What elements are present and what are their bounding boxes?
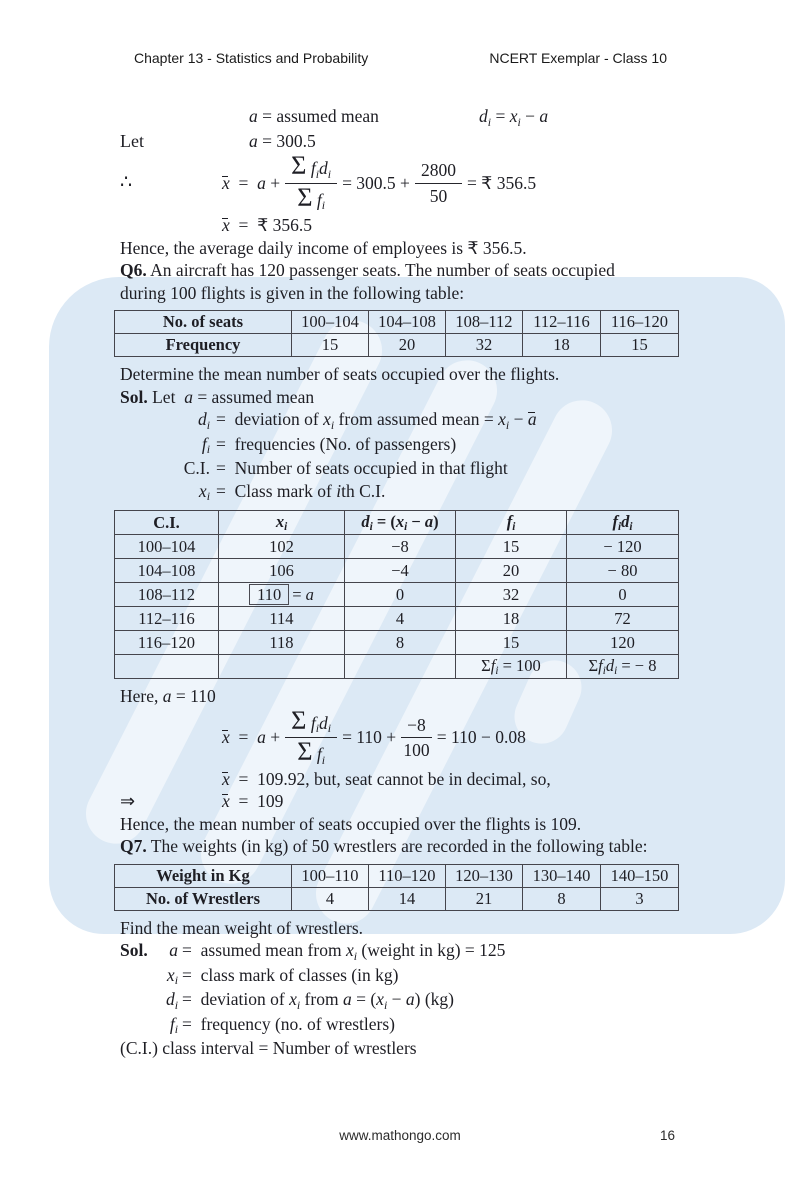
table-cell: $f_i$ xyxy=(456,511,567,535)
q7-question-line: Q7. The weights (in kg) of 50 wrestlers are recorded in the following table: xyxy=(120,836,648,856)
table-cell: 21 xyxy=(446,887,523,910)
q7-weight-table xyxy=(114,864,679,911)
fraction xyxy=(415,159,462,207)
math-text: x = ₹ 356.5 xyxy=(222,215,313,235)
math-var: $d_i$ xyxy=(165,989,178,1012)
math-var: a xyxy=(169,940,178,960)
q6-determine-line: Determine the mean number of seats occupied over the flights. xyxy=(120,364,560,384)
fraction-numerator: −8 xyxy=(401,714,432,739)
table-cell: 104–108 xyxy=(115,559,219,583)
table-cell: 18 xyxy=(456,607,567,631)
table-cell: 110 = a xyxy=(219,583,345,607)
table-cell: 112–116 xyxy=(115,607,219,631)
fraction-denominator: 100 xyxy=(403,740,430,760)
table-cell: 102 xyxy=(219,535,345,559)
definition-text: = frequency (no. of wrestlers) xyxy=(182,1013,395,1034)
implies-symbol: ⇒ xyxy=(120,791,136,811)
table-row xyxy=(115,607,679,631)
table-cell: 104–108 xyxy=(369,311,446,334)
table-cell: 0 xyxy=(567,583,679,607)
table-cell: C.I. xyxy=(115,511,219,535)
table-cell: No. of Wrestlers xyxy=(115,887,292,910)
math-text: x = a + xyxy=(222,727,281,748)
sol-label: Sol. xyxy=(120,940,148,960)
table-cell: No. of seats xyxy=(115,311,292,334)
table-cell: 15 xyxy=(456,631,567,655)
math-var: C.I. xyxy=(183,458,210,478)
table-cell: 110–120 xyxy=(369,864,446,887)
sol-var-column xyxy=(120,939,182,962)
table-cell xyxy=(219,655,345,679)
table-cell: 118 xyxy=(219,631,345,655)
q6-question-line1: Q6. An aircraft has 120 passenger seats. The number of seats occupied xyxy=(120,260,615,280)
math-text: x = a + xyxy=(222,172,281,193)
footer-website: www.mathongo.com xyxy=(339,1128,461,1143)
math-var: $d_i$ xyxy=(197,409,210,432)
q6-here-line: Here, a = 110 xyxy=(120,686,216,706)
table-cell xyxy=(345,655,456,679)
table-cell: −8 xyxy=(345,535,456,559)
q6-question-line2: during 100 flights is given in the following table: xyxy=(120,282,465,303)
table-cell: 120 xyxy=(567,631,679,655)
table-cell: 108–112 xyxy=(115,583,219,607)
definition-row xyxy=(120,408,690,433)
table-cell: Frequency xyxy=(115,334,292,357)
math-text: a = assumed mean xyxy=(249,106,379,126)
table-cell: 130–140 xyxy=(523,864,601,887)
math-var: $f_i$ xyxy=(201,433,210,457)
table-row xyxy=(115,631,679,655)
q7-find-line: Find the mean weight of wrestlers. xyxy=(120,917,364,938)
fraction xyxy=(401,714,432,762)
implies-line xyxy=(120,790,690,813)
definition-row xyxy=(120,988,690,1013)
table-cell: 100–110 xyxy=(292,864,369,887)
page-header xyxy=(134,50,667,66)
math-text: x = 109.92, but, seat cannot be in decimal, so, xyxy=(222,768,551,789)
q7-sol-line xyxy=(120,939,690,964)
table-cell: − 120 xyxy=(567,535,679,559)
fraction xyxy=(285,705,337,768)
table-cell: 4 xyxy=(292,887,369,910)
q6-hence-line: Hence, the mean number of seats occupied over the flights is 109. xyxy=(120,813,582,834)
q7-solution-block xyxy=(120,939,690,1060)
math-text: $d_i = x_i - a$ xyxy=(479,106,549,129)
fraction-numerator: Σ $f_id_i$ xyxy=(285,153,337,184)
footer-page-number: 16 xyxy=(659,1128,675,1143)
table-cell: $x_i$ xyxy=(219,511,345,535)
fraction-denominator: Σ $f_i$ xyxy=(297,182,326,213)
header-chapter-title: Chapter 13 - Statistics and Probability xyxy=(134,50,369,66)
table-row xyxy=(115,535,679,559)
table-cell: 100–104 xyxy=(292,311,369,334)
definition-text: = Class mark of ith C.I. xyxy=(216,480,386,501)
math-text: = 300.5 + xyxy=(342,172,410,193)
table-cell xyxy=(115,655,219,679)
table-row xyxy=(115,583,679,607)
definition-row xyxy=(120,964,690,989)
let-line xyxy=(120,130,690,153)
table-row xyxy=(115,864,679,887)
let-label: Let xyxy=(120,130,144,151)
fraction-numerator: Σ $f_id_i$ xyxy=(285,708,337,739)
fraction-denominator: 50 xyxy=(429,185,448,206)
q6-frequency-table xyxy=(114,310,679,357)
result-line xyxy=(120,768,690,791)
math-text: = 110 − 0.08 xyxy=(436,727,526,748)
math-text: = ₹ 356.5 xyxy=(466,172,537,193)
table-cell: 4 xyxy=(345,607,456,631)
math-text: = 110 + xyxy=(342,727,397,748)
math-var: $x_i$ xyxy=(166,964,178,988)
table-cell: −4 xyxy=(345,559,456,583)
table-row xyxy=(115,334,679,357)
result-line xyxy=(120,214,690,237)
table-cell: 108–112 xyxy=(446,311,523,334)
table-cell: 32 xyxy=(446,334,523,357)
page-footer xyxy=(0,1128,800,1148)
assumed-mean-line xyxy=(120,105,690,130)
table-cell: 114 xyxy=(219,607,345,631)
table-row xyxy=(115,311,679,334)
definition-text: = Number of seats occupied in that flight xyxy=(216,458,508,478)
table-cell: 18 xyxy=(523,334,601,357)
table-cell: $\Sigma f_id_i$ = − 8 xyxy=(567,655,679,679)
hence-line: Hence, the average daily income of employees is ₹ 356.5. xyxy=(120,237,527,258)
table-cell: 14 xyxy=(369,887,446,910)
table-cell: 0 xyxy=(345,583,456,607)
table-cell: 3 xyxy=(601,887,679,910)
table-cell: Weight in Kg xyxy=(115,864,292,887)
definition-row xyxy=(120,480,690,505)
mean-formula xyxy=(120,152,690,214)
table-cell: 15 xyxy=(456,535,567,559)
table-cell: 100–104 xyxy=(115,535,219,559)
math-var: $x_i$ xyxy=(198,480,210,504)
math-text: a = 300.5 xyxy=(249,130,316,151)
table-cell: 106 xyxy=(219,559,345,583)
table-cell: 8 xyxy=(345,631,456,655)
table-cell: 120–130 xyxy=(446,864,523,887)
table-cell: − 80 xyxy=(567,559,679,583)
definition-text: = deviation of $x_i$ from assumed mean = $x_i - a$ xyxy=(216,409,537,432)
table-cell: 116–120 xyxy=(601,311,679,334)
definition-text: = class mark of classes (in kg) xyxy=(182,964,399,985)
fraction xyxy=(285,153,337,213)
table-cell: $\Sigma f_i = 100$ xyxy=(456,655,567,679)
fraction-denominator: Σ $f_i$ xyxy=(297,737,326,767)
q6-computation-table xyxy=(114,510,679,679)
definition-text: = frequencies (No. of passengers) xyxy=(216,433,457,454)
therefore-symbol: ∴ xyxy=(120,171,133,193)
table-header-row xyxy=(115,511,679,535)
table-cell: 15 xyxy=(292,334,369,357)
table-cell: 112–116 xyxy=(523,311,601,334)
table-cell: $d_i = (x_i - a)$ xyxy=(345,511,456,535)
table-row xyxy=(115,887,679,910)
definition-row xyxy=(120,1013,690,1038)
definition-row xyxy=(120,433,690,458)
header-book-title: NCERT Exemplar - Class 10 xyxy=(489,50,667,66)
definition-text: = deviation of $x_i$ from $a = (x_i - a)$ (kg) xyxy=(182,989,454,1012)
q6-mean-formula xyxy=(120,705,690,768)
table-row xyxy=(115,559,679,583)
math-var: $f_i$ xyxy=(169,1013,178,1037)
definition-text: = assumed mean from $x_i$ (weight in kg) = 125 xyxy=(182,940,506,963)
table-cell: 72 xyxy=(567,607,679,631)
table-cell: 8 xyxy=(523,887,601,910)
definition-row xyxy=(120,457,690,480)
math-text: x = 109 xyxy=(222,791,284,811)
table-cell: 116–120 xyxy=(115,631,219,655)
table-cell: 32 xyxy=(456,583,567,607)
table-cell: $f_id_i$ xyxy=(567,511,679,535)
q7-ci-line: (C.I.) class interval = Number of wrestlers xyxy=(120,1038,417,1058)
table-cell: 140–150 xyxy=(601,864,679,887)
table-cell: 20 xyxy=(369,334,446,357)
q6-sol-line: Sol. Let a = assumed mean xyxy=(120,386,315,407)
fraction-numerator: 2800 xyxy=(415,159,462,184)
table-cell: 20 xyxy=(456,559,567,583)
table-cell: 15 xyxy=(601,334,679,357)
page-content xyxy=(0,105,800,1060)
table-totals-row xyxy=(115,655,679,679)
